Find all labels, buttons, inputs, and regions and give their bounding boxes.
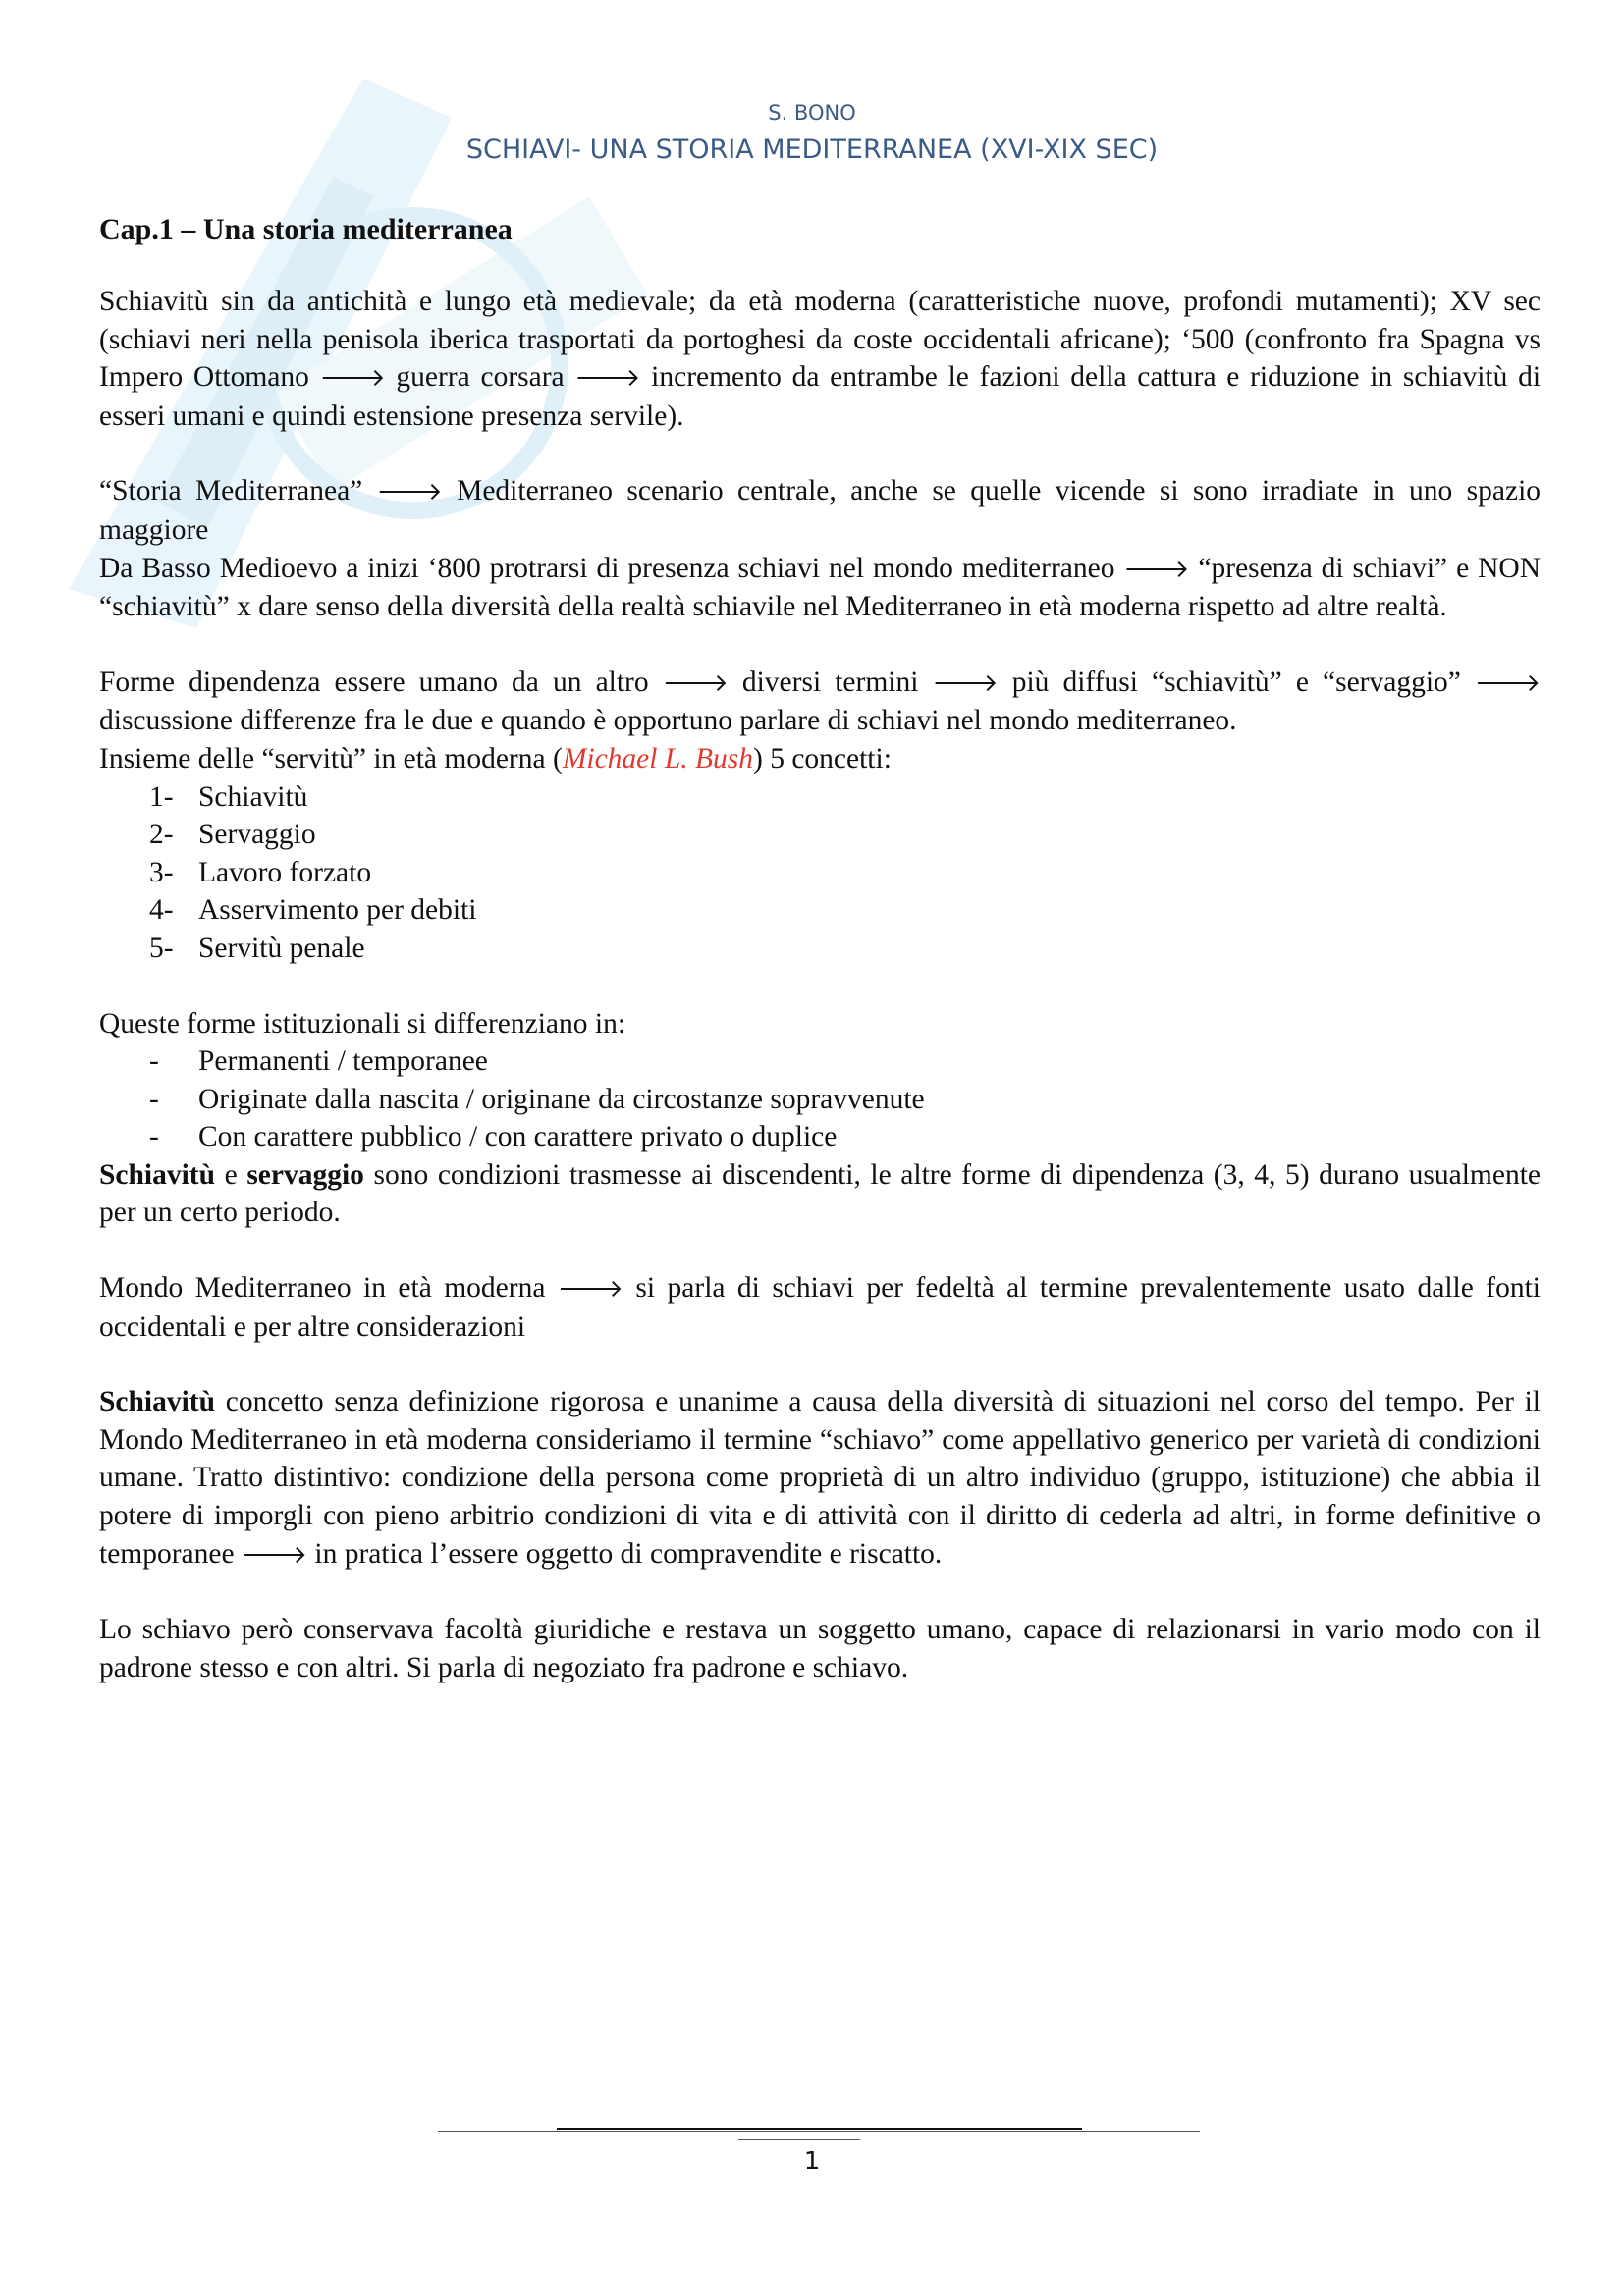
list-item: [99, 1042, 1541, 1081]
list-item-dash: -: [149, 1083, 159, 1115]
paragraph-trasmissione-text-a: e: [215, 1158, 247, 1191]
paragraph-servitu-text-b: ) 5 concetti:: [753, 742, 892, 774]
list-item: [99, 930, 1541, 968]
bold-term-servaggio: servaggio: [246, 1158, 364, 1191]
document-body: [99, 210, 1541, 1686]
paragraph-forme-text-b: diversi termini: [741, 666, 919, 698]
paragraph-forme-text-a: Forme dipendenza essere umano da un altro: [99, 666, 649, 698]
concepts-list: [99, 778, 1541, 968]
paragraph-forme-text-c: più diffusi “schiavitù” e “servaggio”: [1011, 666, 1461, 698]
list-item-text: Schiavitù: [198, 780, 308, 813]
header-author: S. BONO: [768, 101, 856, 125]
bold-term-schiavitu: Schiavitù: [99, 1386, 216, 1418]
paragraph-storia-text-a: “Storia Mediterranea”: [99, 475, 363, 507]
list-item-text: Originate dalla nascita / originane da circostanze sopravvenute: [198, 1083, 925, 1115]
footer-divider: [557, 2128, 1082, 2130]
paragraph-intro-text-b: guerra corsara: [396, 361, 565, 394]
arrow-right-icon: 🡒: [557, 1274, 623, 1304]
paragraph-medioevo-text-a: Da Basso Medioevo a inizi ‘800 protrarsi di presenza schiavi nel mondo mediterraneo: [99, 552, 1115, 584]
bold-term-schiavitu: Schiavitù: [99, 1158, 216, 1191]
list-item: [99, 1081, 1541, 1119]
list-item-number: 5-: [149, 932, 174, 964]
arrow-right-icon: 🡒: [1474, 667, 1542, 697]
paragraph-storia-mediterranea: [99, 472, 1541, 549]
paragraph-definizione-text-a: concetto senza definizione rigorosa e unanime a causa della diversità di situazioni nel corso del tempo. Per il Mondo Mediterraneo in età moderna consideriamo il termine “schiavo” come appellativo generico per varietà di condizioni umane. Tratto distintivo: condizione della persona come proprietà di un altro individuo (gruppo, istituzione) che abbia il potere di imporgli con pieno arbitrio condizioni di vita e di attività con il diritto di cederla ad altri, in forme definitive o temporanee: [99, 1386, 1541, 1570]
paragraph-intro: [99, 283, 1541, 435]
list-item-text: Con carattere pubblico / con carattere privato o duplice: [198, 1121, 838, 1153]
list-item: [99, 816, 1541, 854]
paragraph-definizione-schiavitu: [99, 1383, 1541, 1574]
document-header: [0, 98, 1624, 169]
paragraph-forme-dipendenza: [99, 664, 1541, 740]
paragraph-definizione-text-b: in pratica l’essere oggetto di compravendite e riscatto.: [314, 1537, 943, 1570]
arrow-right-icon: 🡒: [662, 667, 729, 697]
footer-divider: [438, 2131, 1200, 2132]
paragraph-intro-text-a: Schiavitù sin da antichità e lungo età medievale; da età moderna (caratteristiche nuove, profondi mutamenti); XV sec (schiavi neri nella penisola iberica trasportati da portoghesi da coste occidentali africane); ‘500 (confronto fra Spagna vs Impero Ottomano: [99, 286, 1541, 394]
list-item-text: Lavoro forzato: [198, 856, 372, 888]
paragraph-trasmissione-text-b: sono condizioni trasmesse ai discendenti, le altre forme di dipendenza (3, 4, 5) durano usualmente per un certo periodo.: [99, 1158, 1542, 1229]
list-item: [99, 778, 1541, 817]
paragraph-intro-text-c: incremento da entrambe le fazioni della cattura e riduzione in schiavitù di esseri umani e quindi estensione presenza servile).: [99, 361, 1542, 432]
paragraph-servitu-text-a: Insieme delle “servitù” in età moderna (: [99, 742, 563, 774]
paragraph-mondo-text-a: Mondo Mediterraneo in età moderna: [99, 1272, 546, 1305]
list-item: [99, 1118, 1541, 1156]
arrow-right-icon: 🡒: [376, 477, 443, 507]
paragraph-mondo-mediterraneo: [99, 1269, 1541, 1346]
list-item-number: 1-: [149, 780, 174, 813]
footer-divider: [738, 2139, 860, 2140]
paragraph-trasmissione: [99, 1156, 1541, 1232]
paragraph-mondo-text-b: si parla di schiavi per fedeltà al termine prevalentemente usato dalle fonti occidentali e per altre considerazioni: [99, 1272, 1541, 1343]
list-item-number: 4-: [149, 894, 174, 927]
paragraph-forme-text-d: discussione differenze fra le due e quando è opportuno parlare di schiavi nel mondo mediterraneo.: [99, 705, 1237, 737]
arrow-right-icon: 🡒: [574, 363, 641, 393]
page-number: 1: [803, 2147, 821, 2176]
paragraph-forme-istituzionali: Queste forme istituzionali si differenziano in:: [99, 1007, 626, 1040]
list-item-dash: -: [149, 1045, 159, 1078]
list-item-text: Servaggio: [198, 819, 316, 851]
list-item: [99, 891, 1541, 930]
paragraph-medioevo-text-b: “presenza di schiavi” e NON “schiavitù” x dare senso della diversità della realtà schiavile nel Mediterraneo in età moderna rispetto ad altre realtà.: [99, 552, 1542, 623]
list-item: [99, 854, 1541, 892]
chapter-heading: Cap.1 – Una storia mediterranea: [99, 213, 513, 245]
arrow-right-icon: 🡒: [1123, 554, 1190, 583]
list-item-dash: -: [149, 1121, 159, 1153]
author-name-highlight: Michael L. Bush: [562, 742, 753, 774]
arrow-right-icon: 🡒: [241, 1539, 308, 1569]
paragraph-negoziato: Lo schiavo però conservava facoltà giuridiche e restava un soggetto umano, capace di relazionarsi in vario modo con il padrone stesso e con altri. Si parla di negoziato fra padrone e schiavo.: [99, 1614, 1541, 1683]
forms-list: [99, 1042, 1541, 1156]
list-item-text: Asservimento per debiti: [198, 894, 477, 927]
list-item-number: 2-: [149, 819, 174, 851]
paragraph-storia-text-b: Mediterraneo scenario centrale, anche se quelle vicende si sono irradiate in uno spazio maggiore: [99, 475, 1542, 546]
list-item-text: Servitù penale: [198, 932, 365, 964]
arrow-right-icon: 🡒: [932, 667, 999, 697]
paragraph-basso-medioevo: [99, 550, 1541, 626]
list-item-text: Permanenti / temporanee: [198, 1045, 488, 1078]
arrow-right-icon: 🡒: [319, 363, 386, 393]
list-item-number: 3-: [149, 856, 174, 888]
header-title: SCHIAVI- UNA STORIA MEDITERRANEA (XVI-XIX SEC): [465, 134, 1159, 165]
paragraph-servitu: [99, 740, 1541, 778]
